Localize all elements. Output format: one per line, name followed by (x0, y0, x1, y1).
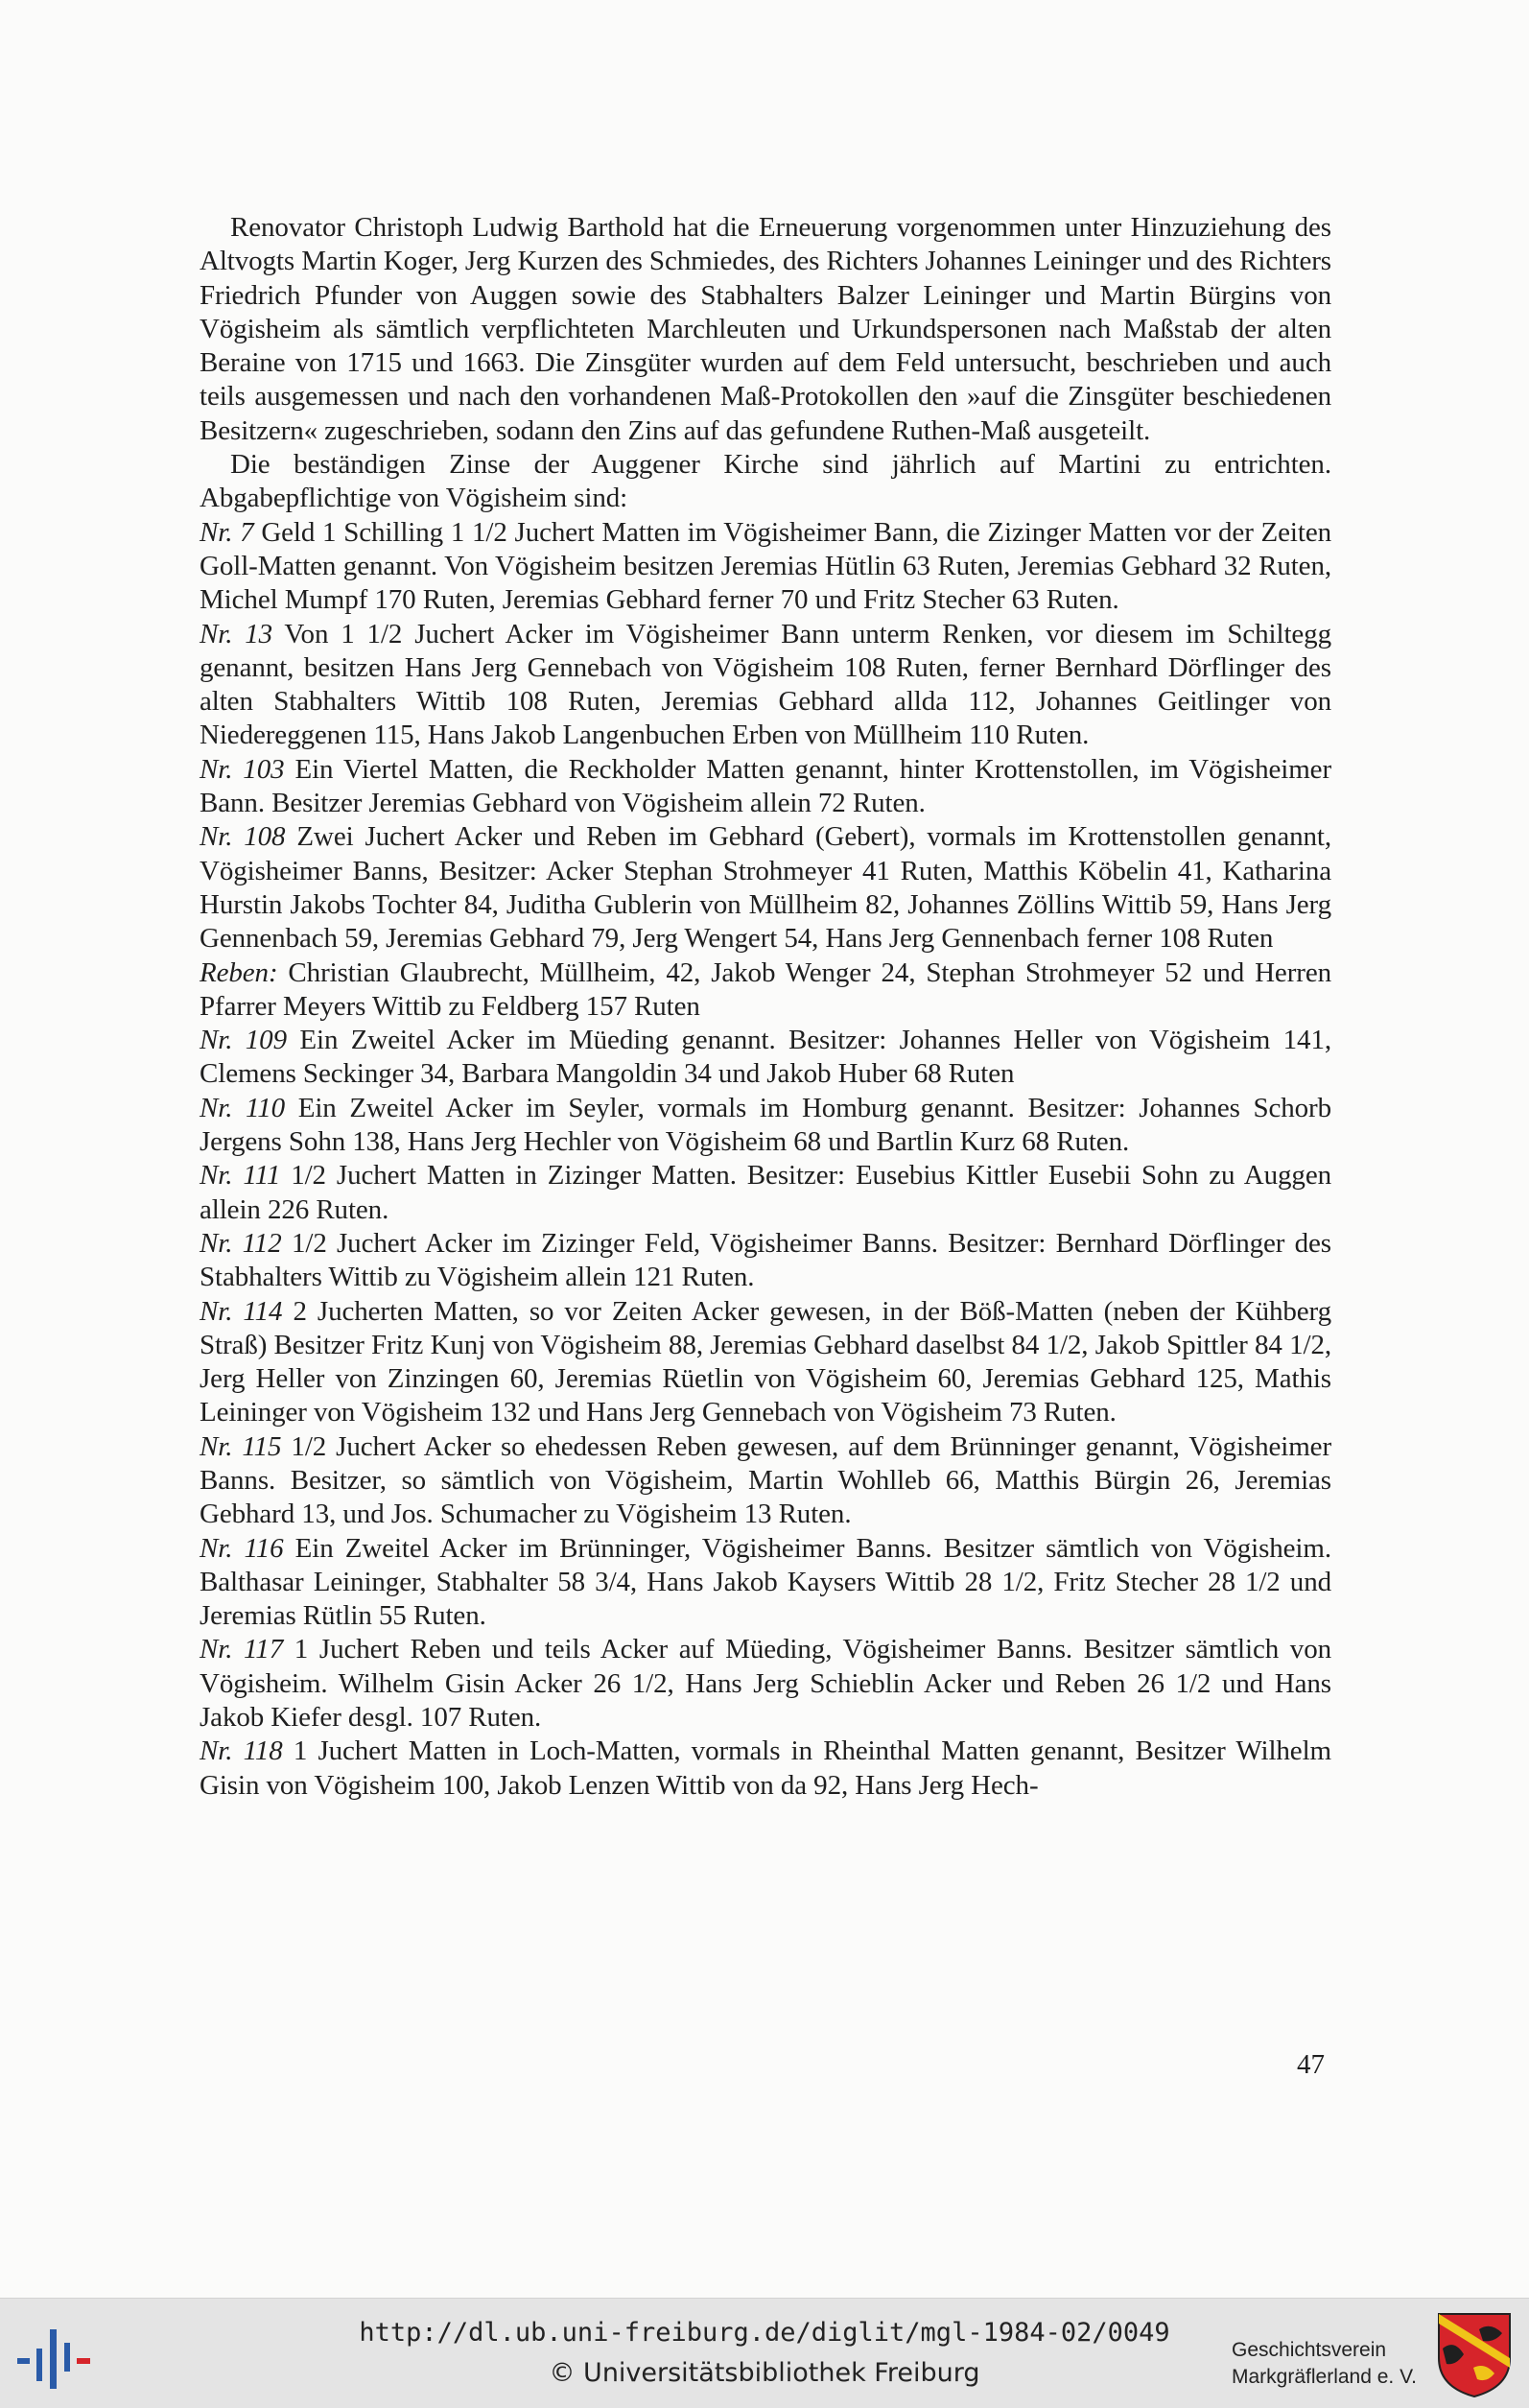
paragraph (200, 1024, 1331, 1092)
copyright-text: © Universitätsbibliothek Freiburg (549, 2358, 980, 2388)
society-crest-icon (1435, 2310, 1514, 2398)
paragraph-text: Von 1 1/2 Juchert Acker im Vögisheimer Bann unterm Renken, vor diesem im Schiltegg genannt, besitzen Hans Jerg Gennebach von Vögisheim 108 Ruten, ferner Bernhard Dörflinger des alten Stabhalters Wittib 108 Ruten, Jeremias Gebhard allda 112, Johannes Geitlinger von Niedereggenen 115, Hans Jakob Langenbuchen Erben von Müllheim 110 Ruten. (200, 618, 1331, 751)
entry-label: Reben: (200, 956, 278, 988)
paragraph (200, 1227, 1331, 1295)
paragraph (200, 211, 1331, 448)
entry-label: Nr. 115 (200, 1430, 282, 1462)
paragraph-text: 2 Jucherten Matten, so vor Zeiten Acker gewesen, in der Böß-Matten (neben der Kühberg Straß) Besitzer Fritz Kunj von Vögisheim 88, Jeremias Gebhard daselbst 84 1/2, Jakob Spittler 84 1/2, Jerg Heller von Zinzingen 60, Jeremias Rüetlin von Vögisheim 60, Jeremias Gebhard 125, Mathis Leininger von Vögisheim 132 und Hans Jerg Gennebach von Vögisheim 73 Ruten. (200, 1295, 1331, 1428)
paragraph-text: Die beständigen Zinse der Auggener Kirche sind jährlich auf Martini zu entrichten. Abgabepflichtige von Vögisheim sind: (200, 449, 1331, 514)
paragraph (200, 1735, 1331, 1803)
paragraph (200, 1159, 1331, 1227)
paragraph-text: Ein Viertel Matten, die Reckholder Matten genannt, hinter Krottenstollen, im Vögisheimer Bann. Besitzer Jeremias Gebhard von Vögisheim allein 72 Ruten. (200, 753, 1331, 819)
paragraph-text: Renovator Christoph Ludwig Barthold hat die Erneuerung vorgenommen unter Hinzuziehung des Altvogts Martin Koger, Jerg Kurzen des Schmiedes, des Richters Johannes Leininger und des Richters Friedrich Pfunder von Auggen sowie des Stabhalters Balzer Leininger und Martin Bürgins von Vögisheim als sämtlich verpflichteten Marchleuten und Urkundspersonen nach Maßstab der alten Beraine von 1715 und 1663. Die Zinsgüter wurden auf dem Feld untersucht, beschrieben und auch teils ausgemessen und nach den vorhandenen Maß-Protokollen den »auf die Zinsgüter beschiedenen Besitzern« zugeschrieben, sodann den Zins auf das gefundene Ruthen-Maß ausgeteilt. (200, 212, 1331, 446)
entry-label: Nr. 109 (200, 1025, 287, 1056)
paragraph (200, 753, 1331, 821)
page-number: 47 (1297, 2049, 1325, 2080)
paragraph (200, 516, 1331, 618)
entry-label: Nr. 110 (200, 1092, 286, 1123)
entry-label: Nr. 116 (200, 1532, 284, 1564)
paragraph-text: 1 Juchert Reben und teils Acker auf Müeding, Vögisheimer Banns. Besitzer sämtlich von Vögisheim. Wilhelm Gisin Acker 26 1/2, Hans Jerg Schieblin Acker und Reben 26 1/2 und Hans Jakob Kiefer desgl. 107 Ruten. (200, 1634, 1332, 1734)
paragraph (200, 1430, 1331, 1532)
paragraph-text: Christian Glaubrecht, Müllheim, 42, Jakob Wenger 24, Stephan Strohmeyer 52 und Herren Pfarrer Meyers Wittib zu Feldberg 157 Ruten (200, 956, 1331, 1022)
paragraph (200, 1633, 1331, 1735)
paragraph-text: 1/2 Juchert Matten in Zizinger Matten. Besitzer: Eusebius Kittler Eusebii Sohn zu Auggen allein 226 Ruten. (200, 1160, 1331, 1225)
paragraph (200, 820, 1331, 956)
paragraph-text: 1 Juchert Matten in Loch-Matten, vormals in Rheinthal Matten genannt, Besitzer Wilhelm Gisin von Vögisheim 100, Jakob Lenzen Wittib von da 92, Hans Jerg Hech- (200, 1735, 1331, 1801)
society-name-line2: Markgräflerland e. V. (1232, 2366, 1417, 2388)
document-text (200, 211, 1331, 1803)
entry-label: Nr. 13 (200, 618, 273, 649)
paragraph (200, 1295, 1331, 1430)
paragraph (200, 618, 1331, 753)
entry-label: Nr. 111 (200, 1160, 281, 1192)
society-name-line1: Geschichtsverein (1232, 2339, 1387, 2361)
paragraph-text: Ein Zweitel Acker im Müeding genannt. Besitzer: Johannes Heller von Vögisheim 141, Clemens Seckinger 34, Barbara Mangoldin 34 und Jakob Huber 68 Ruten (200, 1025, 1331, 1090)
entry-label: Nr. 114 (200, 1295, 283, 1327)
paragraph (200, 1092, 1331, 1160)
paragraph (200, 448, 1331, 516)
entry-label: Nr. 112 (200, 1227, 282, 1259)
paragraph-text: 1/2 Juchert Acker im Zizinger Feld, Vögisheimer Banns. Besitzer: Bernhard Dörflinger des Stabhalters Wittib zu Vögisheim allein 121 Ruten. (200, 1227, 1331, 1293)
paragraph-text: 1/2 Juchert Acker so ehedessen Reben gewesen, auf dem Brünninger genannt, Vögisheimer Banns. Besitzer, so sämtlich von Vögisheim, Martin Wohlleb 66, Matthis Bürgin 26, Jeremias Gebhard 13, und Jos. Schumacher zu Vögisheim 13 Ruten. (200, 1430, 1331, 1530)
entry-label: Nr. 7 (200, 516, 254, 548)
paragraph (200, 956, 1331, 1025)
paragraph (200, 1532, 1331, 1634)
viewer-footer (0, 2298, 1529, 2408)
entry-label: Nr. 103 (200, 753, 285, 785)
paragraph-text: Ein Zweitel Acker im Brünninger, Vögisheimer Banns. Besitzer sämtlich von Vögisheim. Balthasar Leininger, Stabhalter 58 3/4, Hans Jakob Kaysers Wittib 28 1/2, Fritz Stecher 28 1/2 und Jeremias Rütlin 55 Ruten. (200, 1532, 1331, 1632)
entry-label: Nr. 117 (200, 1634, 284, 1665)
entry-label: Nr. 108 (200, 821, 286, 853)
paragraph-text: Ein Zweitel Acker im Seyler, vormals im Homburg genannt. Besitzer: Johannes Schorb Jergens Sohn 138, Hans Jerg Hechler von Vögisheim 68 und Bartlin Kurz 68 Ruten. (200, 1092, 1331, 1158)
society-name (1232, 2337, 1443, 2391)
paragraph-text: Zwei Juchert Acker und Reben im Gebhard (Gebert), vormals im Krottenstollen genannt, Vögisheimer Banns, Besitzer: Acker Stephan Strohmeyer 41 Ruten, Matthis Köbelin 41, Katharina Hurstin Jakobs Tochter 84, Juditha Gublerin von Müllheim 82, Johannes Zöllins Wittib 59, Hans Jerg Gennenbach 59, Jeremias Gebhard 79, Jerg Wengert 54, Hans Jerg Gennenbach ferner 108 Ruten (200, 821, 1332, 955)
entry-label: Nr. 118 (200, 1735, 283, 1767)
paragraph-text: Geld 1 Schilling 1 1/2 Juchert Matten im Vögisheimer Bann, die Zizinger Matten vor der Zeiten Goll-Matten genannt. Von Vögisheim besitzen Jeremias Hütlin 63 Ruten, Jeremias Gebhard 32 Ruten, Michel Mumpf 170 Ruten, Jeremias Gebhard ferner 70 und Fritz Stecher 63 Ruten. (200, 516, 1332, 616)
document-url-link[interactable]: http://dl.ub.uni-freiburg.de/diglit/mgl-1984-02/0049 (359, 2318, 1170, 2348)
